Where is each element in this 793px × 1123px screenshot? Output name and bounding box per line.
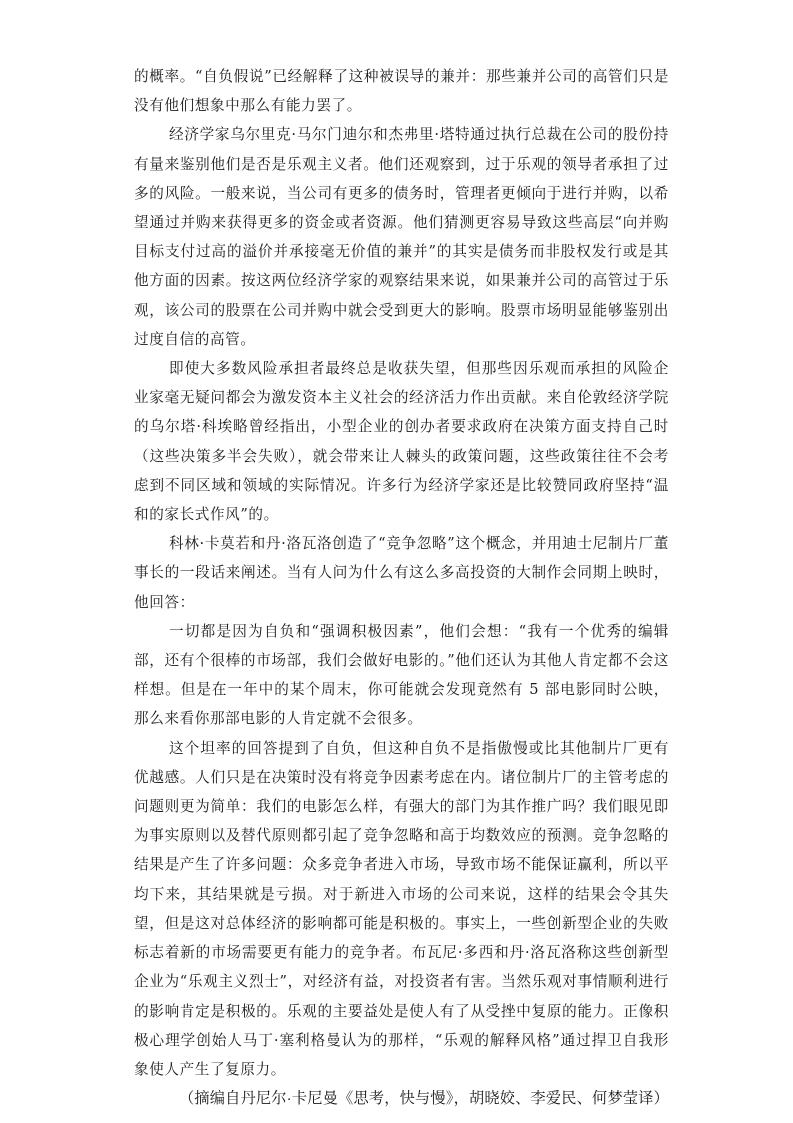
paragraph-4: 科林·卡莫若和丹·洛瓦洛创造了“竞争忽略”这个概念，并用迪士尼制片厂董事长的一段话来阐述。当有人问为什么有这么多高投资的大制作会同期上映时，他回答： [134, 535, 669, 611]
source-citation: （摘编自丹尼尔·卡尼曼《思考，快与慢》，胡晓姣、李爱民、何梦莹译） [178, 1090, 669, 1108]
paragraph-1: 的概率。“自负假说”已经解释了这种被误导的兼并：那些兼并公司的高管们只是没有他们想象中那么有能力罢了。 [134, 68, 669, 115]
block-quote: 一切都是因为自负和“强调积极因素”，他们会想：“我有一个优秀的编辑部，还有个很棒的市场部，我们会做好电影的。”他们还认为其他人肯定都不会这样想。但是在一年中的某个周末，你可能就会发现竟然有 5 部电影同时公映，那么来看你那部电影的人肯定就不会很多。 [134, 622, 669, 728]
paragraph-2: 经济学家乌尔里克·马尔门迪尔和杰弗里·塔特通过执行总裁在公司的股份持有量来鉴别他们是否是乐观主义者。他们还观察到，过于乐观的领导者承担了过多的风险。一般来说，当公司有更多的债务时，管理者更倾向于进行并购，以希望通过并购来获得更多的资金或者资源。他们猜测更容易导致这些高层“向并购目标支付过高的溢价并承接毫无价值的兼并”的其实是债务而非股权发行或是其他方面的因素。按这两位经济学家的观察结果来说，如果兼并公司的高管过于乐观，该公司的股票在公司并购中就会受到更大的影响。股票市场明显能够鉴别出过度自信的高管。 [134, 126, 669, 348]
paragraph-3: 即使大多数风险承担者最终总是收获失望，但那些因乐观而承担的风险企业家毫无疑问都会为激发资本主义社会的经济活力作出贡献。来自伦敦经济学院的乌尔塔·科埃略曾经指出，小型企业的创办者要求政府在决策方面支持自己时（这些决策多半会失败），就会带来让人棘头的政策问题，这些政策往往不会考虑到不同区域和领域的实际情况。许多行为经济学家还是比较赞同政府坚持“温和的家长式作风”的。 [134, 360, 669, 524]
article-body [134, 62, 669, 1113]
paragraph-5: 这个坦率的回答提到了自负，但这种自负不是指傲慢或比其他制片厂更有优越感。人们只是在决策时没有将竞争因素考虑在内。诸位制片厂的主管考虑的问题则更为简单：我们的电影怎么样，有强大的部门为其作推广吗？我们眼见即为事实原则以及替代原则都引起了竞争忽略和高于均数效应的预测。竞争忽略的结果是产生了许多问题：众多竞争者进入市场，导致市场不能保证赢利，所以平均下来，其结果就是亏损。对于新进入市场的公司来说，这样的结果会令其失望，但是这对总体经济的影响都可能是积极的。事实上，一些创新型企业的失败标志着新的市场需要更有能力的竞争者。布瓦尼·多西和丹·洛瓦洛称这些创新型企业为“乐观主义烈士”，对经济有益，对投资者有害。当然乐观对事情顺利进行的影响肯定是积极的。乐观的主要益处是使人有了从受挫中复原的能力。正像积极心理学创始人马丁·塞利格曼认为的那样，“乐观的解释风格”通过捍卫自我形象使人产生了复原力。 [134, 739, 669, 1078]
